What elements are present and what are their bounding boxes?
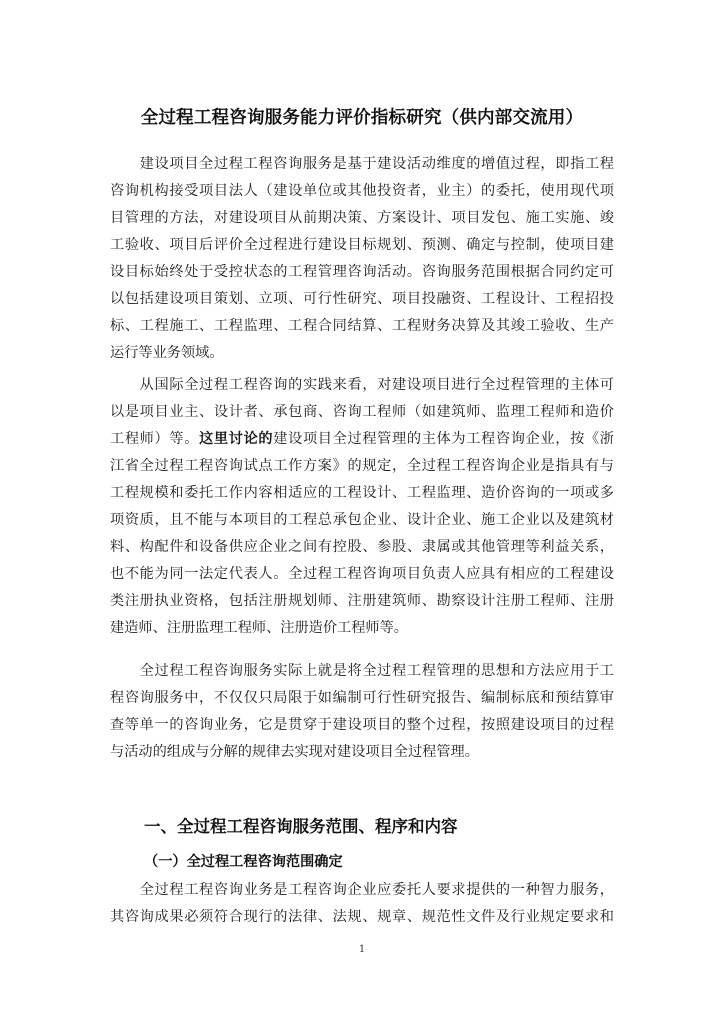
document-title: 全过程工程咨询服务能力评价指标研究（供内部交流用） xyxy=(140,108,584,128)
text-line: 也不能为同一法定代表人。全过程工程咨询项目负责人应具有相应的工程建设 xyxy=(110,566,614,582)
text-line: 江省全过程工程咨询试点工作方案》的规定，全过程工程咨询企业是指具有与 xyxy=(110,458,614,474)
text-line: 建造师、注册监理工程师、注册造价工程师等。 xyxy=(110,620,408,636)
text-line: 其咨询成果必须符合现行的法律、法规、规章、规范性文件及行业规定要求和 xyxy=(110,909,614,925)
text-segment: 建设项目全过程管理的主体为工程咨询企业，按《浙 xyxy=(273,431,614,447)
text-line: 目管理的方法，对建设项目从前期决策、方案设计、项目发包、施工实施、竣 xyxy=(110,210,614,226)
text-line: 项资质，且不能与本项目的工程总承包企业、设计企业、施工企业以及建筑材 xyxy=(110,512,614,528)
paragraph-service-essence xyxy=(110,658,614,766)
text-line: 以包括建设项目策划、立项、可行性研究、项目投融资、工程设计、工程招投 xyxy=(110,291,614,307)
paragraph-intro xyxy=(110,151,614,367)
bold-emphasis: 这里讨论的 xyxy=(199,431,274,447)
text-line: 全过程工程咨询业务是工程咨询企业应委托人要求提供的一种智力服务， xyxy=(110,882,614,898)
text-line-mixed xyxy=(110,426,614,453)
section-heading: 一、全过程工程咨询服务范围、程序和内容 xyxy=(144,817,458,836)
text-segment: 工程师）等。 xyxy=(110,431,200,447)
text-line: 运行等业务领域。 xyxy=(110,345,224,361)
text-line: 咨询机构接受项目法人（建设单位或其他投资者，业主）的委托，使用现代项 xyxy=(110,183,614,199)
paragraph-international-practice xyxy=(110,372,614,642)
text-line: 标、工程施工、工程监理、工程合同结算、工程财务决算及其竣工验收、生产 xyxy=(110,318,614,334)
page-number: 1 xyxy=(358,944,366,955)
text-line: 从国际全过程工程咨询的实践来看，对建设项目进行全过程管理的主体可 xyxy=(110,377,614,393)
text-line: 料、构配件和设备供应企业之间有控股、参股、隶属或其他管理等利益关系， xyxy=(110,539,614,555)
text-line: 类注册执业资格，包括注册规划师、注册建筑师、勘察设计注册工程师、注册 xyxy=(110,593,614,609)
text-line: 程咨询服务中，不仅仅只局限于如编制可行性研究报告、编制标底和预结算审 xyxy=(110,690,614,706)
text-line: 工程规模和委托工作内容相适应的工程设计、工程监理、造价咨询的一项或多 xyxy=(110,485,614,501)
text-line: 建设项目全过程工程咨询服务是基于建设活动维度的增值过程，即指工程 xyxy=(110,156,614,172)
text-line: 全过程工程咨询服务实际上就是将全过程工程管理的思想和方法应用于工 xyxy=(110,663,614,679)
text-line: 查等单一的咨询业务，它是贯穿于建设项目的整个过程，按照建设项目的过程 xyxy=(110,717,614,733)
subsection-heading: （一）全过程工程咨询范围确定 xyxy=(144,854,343,870)
text-line: 与活动的组成与分解的规律去实现对建设项目全过程管理。 xyxy=(110,744,479,760)
text-line: 设目标始终处于受控状态的工程管理咨询活动。咨询服务范围根据合同约定可 xyxy=(110,264,614,280)
text-line: 工验收、项目后评价全过程进行建设目标规划、预测、确定与控制，使项目建 xyxy=(110,237,614,253)
text-line: 以是项目业主、设计者、承包商、咨询工程师（如建筑师、监理工程师和造价 xyxy=(110,404,614,420)
paragraph-scope xyxy=(110,877,614,931)
